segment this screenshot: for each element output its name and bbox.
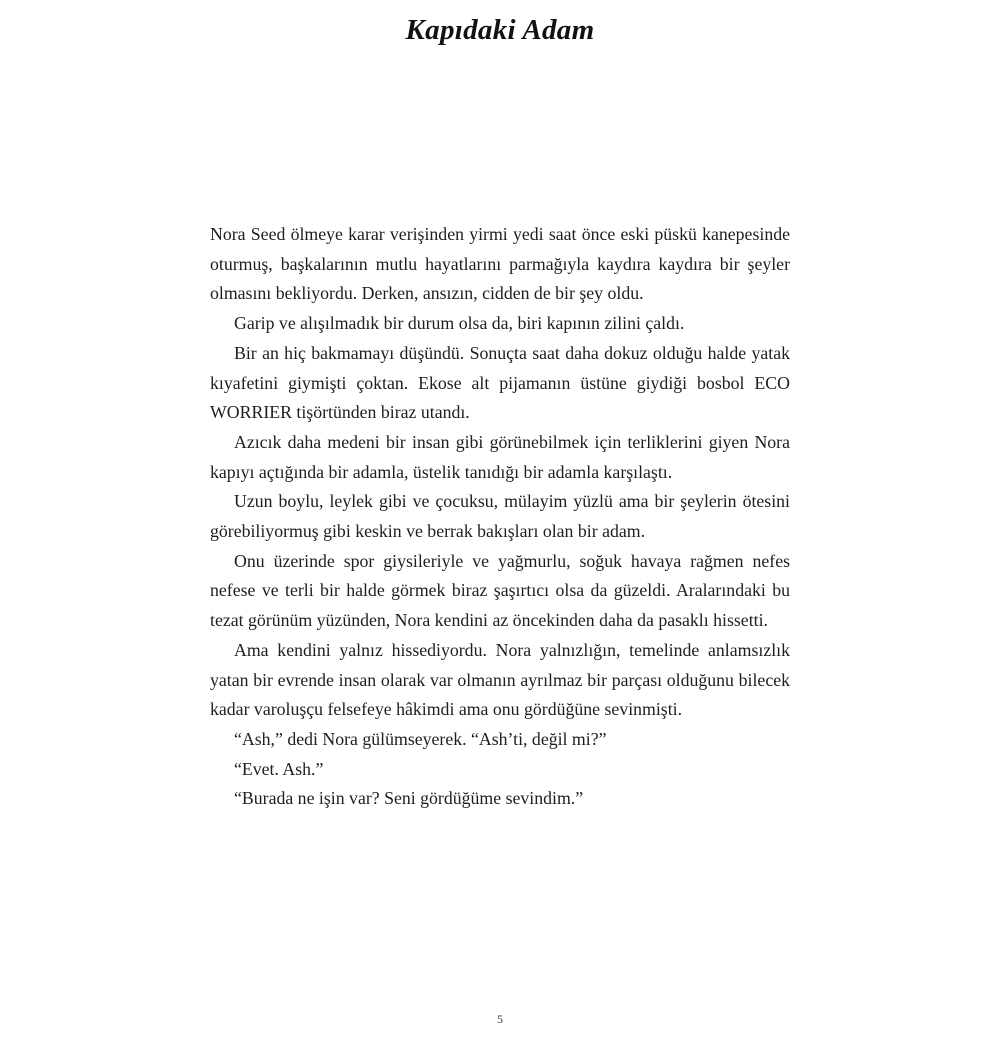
- chapter-title: Kapıdaki Adam: [405, 14, 595, 46]
- paragraph-1: Nora Seed ölmeye karar verişinden yirmi yedi saat önce eski püskü kanepesinde oturmuş, başkalarının mutlu hayatlarını parmağıyla kaydıra kaydıra bir şeyler olmasını bekliyordu. Derken, ansızın, cidden de bir şey oldu.: [210, 224, 790, 304]
- paragraph-2: Garip ve alışılmadık bir durum olsa da, biri kapının zilini çaldı.: [234, 313, 685, 334]
- paragraph-5: Uzun boylu, leylek gibi ve çocuksu, mülayim yüzlü ama bir şeylerin ötesini görebiliyormuş gibi keskin ve berrak bakışları olan bir adam.: [210, 491, 790, 542]
- dialogue-line-2: “Evet. Ash.”: [234, 758, 324, 779]
- page-number: 5: [497, 1012, 503, 1026]
- paragraph-6: Onu üzerinde spor giysileriyle ve yağmurlu, soğuk havaya rağmen nefes nefese ve terli bir halde görmek biraz şaşırtıcı olsa da güzeldi. Aralarındaki bu tezat görünüm yüzünden, Nora kendini az öncekinden daha da pasaklı hissetti.: [210, 550, 790, 631]
- dialogue-line-1: “Ash,” dedi Nora gülümseyerek. “Ash’ti, değil mi?”: [234, 728, 607, 749]
- paragraph-7: Ama kendini yalnız hissediyordu. Nora yalnızlığın, temelinde anlamsızlık yatan bir evrende insan olarak var olmanın ayrılmaz bir parçası olduğunu bilecek kadar varoluşçu felsefeye hâkimdi ama onu gördüğüne sevinmişti.: [210, 639, 790, 720]
- paragraph-3: Bir an hiç bakmamayı düşündü. Sonuçta saat daha dokuz olduğu halde yatak kıyafetini giymişti çoktan. Ekose alt pijamanın üstüne giydiği bosbol ECO WORRIER tişörtünden biraz utandı.: [210, 342, 790, 423]
- body-text: [210, 220, 790, 814]
- paragraph-4: Azıcık daha medeni bir insan gibi görünebilmek için terliklerini giyen Nora kapıyı açtığında bir adamla, üstelik tanıdığı bir adamla karşılaştı.: [210, 431, 790, 482]
- dialogue-line-3: “Burada ne işin var? Seni gördüğüme sevindim.”: [234, 788, 584, 809]
